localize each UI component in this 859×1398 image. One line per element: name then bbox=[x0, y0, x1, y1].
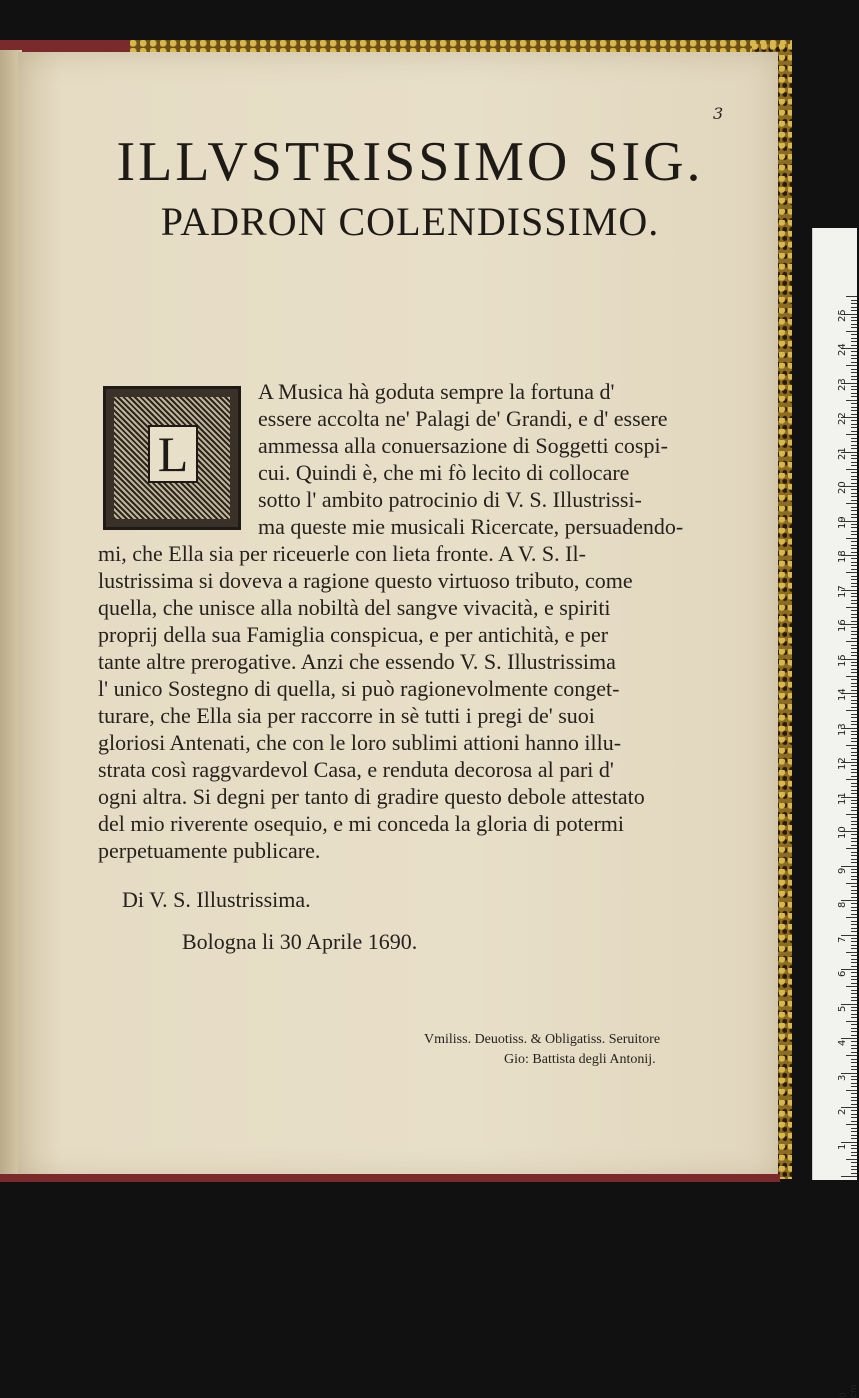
signature-line-1: Vmiliss. Deuotiss. & Obligatiss. Seruitore bbox=[424, 1032, 661, 1047]
ruler-tick bbox=[851, 514, 857, 515]
body-line: l' unico Sostegno di quella, si può ragionevolmente conget- bbox=[98, 676, 620, 701]
ruler-tick bbox=[851, 724, 857, 725]
ruler-tick bbox=[851, 828, 857, 829]
ruler-tick bbox=[851, 386, 857, 387]
ruler-number: 22 bbox=[837, 412, 848, 425]
ruler-tick bbox=[851, 962, 857, 963]
ruler-tick bbox=[851, 662, 857, 663]
ruler-tick bbox=[851, 1062, 857, 1063]
ruler-unit-label: 0 cm bbox=[839, 1384, 859, 1398]
ruler-number: 7 bbox=[837, 936, 848, 943]
ruler-tick bbox=[851, 786, 857, 787]
ruler-tick bbox=[851, 1007, 857, 1008]
ruler-tick bbox=[841, 866, 857, 867]
body-line: ammessa alla conuersazione di Soggetti cospi- bbox=[258, 433, 668, 458]
body-line: mi, che Ella sia per riceuerle con lieta fronte. A V. S. Il- bbox=[98, 541, 586, 566]
ruler-tick bbox=[851, 903, 857, 904]
ruler-tick bbox=[846, 986, 857, 987]
body-line: turare, che Ella sia per raccorre in sè tutti i pregi de' suoi bbox=[98, 703, 595, 728]
ruler-tick bbox=[851, 834, 857, 835]
ruler-number: 8 bbox=[837, 901, 848, 908]
ruler-tick bbox=[851, 1138, 857, 1139]
ruler-tick bbox=[851, 790, 857, 791]
ruler-tick bbox=[851, 579, 857, 580]
ruler-number: 3 bbox=[837, 1074, 848, 1081]
ruler-tick bbox=[851, 317, 857, 318]
ruler-tick bbox=[851, 396, 857, 397]
ruler-tick bbox=[851, 876, 857, 877]
ruler-tick bbox=[851, 990, 857, 991]
ruler-tick bbox=[851, 455, 857, 456]
ruler-tick bbox=[851, 507, 857, 508]
ruler-tick bbox=[851, 648, 857, 649]
ruler-tick bbox=[851, 558, 857, 559]
ruler-tick bbox=[851, 1128, 857, 1129]
ruler-tick bbox=[851, 1035, 857, 1036]
ruler-tick bbox=[851, 1052, 857, 1053]
ruler-tick bbox=[851, 1028, 857, 1029]
ruler-tick bbox=[851, 303, 857, 304]
ruler-tick bbox=[851, 824, 857, 825]
ruler-tick bbox=[846, 538, 857, 539]
ruler-tick bbox=[851, 614, 857, 615]
ruler-tick bbox=[846, 365, 857, 366]
ruler-tick bbox=[851, 862, 857, 863]
decorated-initial bbox=[103, 386, 241, 530]
ruler-tick bbox=[846, 1021, 857, 1022]
ruler-number: 17 bbox=[837, 584, 848, 598]
ruler-tick bbox=[851, 603, 857, 604]
ruler-tick bbox=[841, 1073, 857, 1074]
ruler-tick bbox=[851, 379, 857, 380]
cover-bottom-edge bbox=[0, 1174, 780, 1182]
ruler-tick bbox=[851, 341, 857, 342]
ruler-tick bbox=[851, 817, 857, 818]
body-line: perpetuamente publicare. bbox=[98, 838, 321, 863]
ruler-tick bbox=[851, 886, 857, 887]
ruler-tick bbox=[851, 583, 857, 584]
ruler-tick bbox=[846, 848, 857, 849]
ruler-tick bbox=[851, 327, 857, 328]
ruler-tick bbox=[851, 631, 857, 632]
ruler-tick bbox=[846, 952, 857, 953]
ruler-tick bbox=[851, 700, 857, 701]
ruler-tick bbox=[851, 855, 857, 856]
ruler-tick bbox=[846, 331, 857, 332]
ruler-tick bbox=[851, 1169, 857, 1170]
ruler-tick bbox=[851, 1131, 857, 1132]
page-number: 3 bbox=[713, 104, 724, 123]
heading-line-2: PADRON COLENDISSIMO. bbox=[160, 199, 660, 244]
ruler-tick bbox=[851, 627, 857, 628]
ruler-tick bbox=[851, 1083, 857, 1084]
ruler-tick bbox=[851, 1145, 857, 1146]
ruler-tick bbox=[851, 1148, 857, 1149]
ruler-tick bbox=[851, 690, 857, 691]
ruler-tick bbox=[851, 783, 857, 784]
ruler-tick bbox=[851, 1162, 857, 1163]
ruler-tick bbox=[841, 935, 857, 936]
ruler-tick bbox=[846, 710, 857, 711]
ruler-tick bbox=[851, 1059, 857, 1060]
ruler-tick bbox=[851, 924, 857, 925]
ruler-tick bbox=[851, 838, 857, 839]
ruler-tick bbox=[851, 407, 857, 408]
ruler-tick bbox=[851, 438, 857, 439]
ruler-tick bbox=[851, 355, 857, 356]
ruler-number: 16 bbox=[837, 619, 848, 632]
ruler-tick bbox=[851, 807, 857, 808]
ruler-tick bbox=[851, 1093, 857, 1094]
ruler-tick bbox=[851, 683, 857, 684]
ruler-tick bbox=[851, 531, 857, 532]
ruler-tick bbox=[851, 845, 857, 846]
ruler-tick bbox=[851, 1048, 857, 1049]
ruler-tick bbox=[851, 997, 857, 998]
body-line: ogni altra. Si degni per tanto di gradire questo debole attestato bbox=[98, 784, 645, 809]
heading-line-1: ILLVSTRISSIMO SIG. bbox=[116, 131, 704, 193]
ruler-tick bbox=[846, 745, 857, 746]
ruler-number: 21 bbox=[837, 446, 848, 460]
ruler-tick bbox=[851, 769, 857, 770]
ruler-tick bbox=[851, 1117, 857, 1118]
ruler-tick bbox=[851, 972, 857, 973]
ruler-number: 12 bbox=[837, 757, 848, 770]
body-line: sotto l' ambito patrocinio di V. S. Illustrissi- bbox=[258, 487, 642, 512]
ruler-tick bbox=[851, 879, 857, 880]
ruler-tick bbox=[851, 476, 857, 477]
body-line: del mio riverente osequio, e mi conceda la gloria di potermi bbox=[98, 811, 624, 836]
ruler-tick bbox=[851, 1152, 857, 1153]
ruler-tick bbox=[851, 489, 857, 490]
ruler-tick bbox=[851, 928, 857, 929]
ruler-tick bbox=[851, 586, 857, 587]
ruler-tick bbox=[851, 431, 857, 432]
ruler-number: 18 bbox=[837, 550, 848, 563]
ruler-tick bbox=[851, 897, 857, 898]
ruler-tick bbox=[851, 696, 857, 697]
ruler-tick bbox=[851, 672, 857, 673]
ruler-tick bbox=[851, 338, 857, 339]
ruler-number: 2 bbox=[837, 1108, 848, 1115]
place-date: Bologna li 30 Aprile 1690. bbox=[182, 929, 418, 954]
ruler-tick bbox=[851, 914, 857, 915]
ruler-tick bbox=[851, 1114, 857, 1115]
ruler-tick bbox=[851, 983, 857, 984]
ruler-tick bbox=[851, 734, 857, 735]
ruler-number: 5 bbox=[837, 1005, 848, 1012]
ruler-number: 11 bbox=[837, 791, 848, 805]
ruler-tick bbox=[851, 1166, 857, 1167]
ruler-tick bbox=[851, 810, 857, 811]
ruler-tick bbox=[851, 717, 857, 718]
ruler-tick bbox=[846, 434, 857, 435]
ruler-tick bbox=[851, 1135, 857, 1136]
ruler-tick bbox=[851, 976, 857, 977]
ruler-tick bbox=[851, 1069, 857, 1070]
ruler-tick bbox=[851, 776, 857, 777]
ruler-tick bbox=[851, 483, 857, 484]
ruler-tick bbox=[851, 1079, 857, 1080]
ruler-tick bbox=[851, 765, 857, 766]
ruler-tick bbox=[851, 465, 857, 466]
ruler-number: 25 bbox=[837, 308, 848, 322]
ruler-number: 10 bbox=[837, 826, 848, 839]
ruler-tick bbox=[851, 1110, 857, 1111]
ruler-tick bbox=[851, 993, 857, 994]
ruler-tick bbox=[851, 1155, 857, 1156]
ruler-tick bbox=[851, 372, 857, 373]
ruler-number: 9 bbox=[837, 867, 848, 874]
ruler-tick bbox=[851, 493, 857, 494]
ruler-tick bbox=[851, 752, 857, 753]
ruler-tick bbox=[846, 676, 857, 677]
ruler-tick bbox=[851, 1097, 857, 1098]
ruler-tick bbox=[851, 890, 857, 891]
ruler-tick bbox=[851, 1173, 857, 1174]
ruler-tick bbox=[851, 821, 857, 822]
ruler-tick bbox=[851, 562, 857, 563]
ruler-tick bbox=[851, 1017, 857, 1018]
ruler-tick bbox=[851, 565, 857, 566]
ruler-tick bbox=[851, 955, 857, 956]
ruler-tick bbox=[851, 793, 857, 794]
ruler-tick bbox=[851, 910, 857, 911]
ruler-tick bbox=[851, 310, 857, 311]
ruler-number: 19 bbox=[837, 515, 848, 529]
ruler-tick bbox=[851, 948, 857, 949]
ruler-number: 1 bbox=[837, 1143, 848, 1150]
ruler-tick bbox=[851, 617, 857, 618]
ruler-tick bbox=[851, 472, 857, 473]
ruler-tick bbox=[851, 593, 857, 594]
salutation: Di V. S. Illustrissima. bbox=[122, 887, 311, 912]
ruler-tick bbox=[851, 1066, 857, 1067]
initial-letter: L bbox=[148, 425, 198, 483]
ruler-tick bbox=[846, 1159, 857, 1160]
ruler-tick bbox=[846, 503, 857, 504]
ruler-number: 4 bbox=[837, 1039, 848, 1046]
ruler-tick bbox=[851, 1086, 857, 1087]
ruler-tick bbox=[841, 1004, 857, 1005]
ruler-tick bbox=[851, 358, 857, 359]
ruler-number: 15 bbox=[837, 653, 848, 667]
ruler-tick bbox=[841, 1176, 857, 1177]
ruler-tick bbox=[851, 414, 857, 415]
ruler-tick bbox=[846, 779, 857, 780]
ruler-tick bbox=[846, 607, 857, 608]
ruler-tick bbox=[851, 527, 857, 528]
body-line: tante altre prerogative. Anzi che essendo V. S. Illustrissima bbox=[98, 649, 616, 674]
ruler-tick bbox=[851, 307, 857, 308]
ruler-tick bbox=[851, 938, 857, 939]
ruler-tick bbox=[851, 369, 857, 370]
ruler-tick bbox=[851, 420, 857, 421]
body-line: quella, che unisce alla nobiltà del sangve vivacità, e spiriti bbox=[98, 595, 611, 620]
ruler-number: 14 bbox=[837, 688, 848, 701]
ruler-tick bbox=[851, 714, 857, 715]
ruler-tick bbox=[851, 448, 857, 449]
ruler-tick bbox=[846, 883, 857, 884]
body-line: proprij della sua Famiglia conspicua, e per antichità, e per bbox=[98, 622, 609, 647]
ruler-tick bbox=[851, 548, 857, 549]
ruler-tick bbox=[851, 576, 857, 577]
ruler-tick bbox=[851, 517, 857, 518]
ruler-tick bbox=[851, 966, 857, 967]
ruler-tick bbox=[851, 634, 857, 635]
ruler-number: 6 bbox=[837, 970, 848, 977]
ruler-tick bbox=[846, 400, 857, 401]
ruler-tick bbox=[851, 320, 857, 321]
body-line: A Musica hà goduta sempre la fortuna d' bbox=[258, 379, 615, 404]
ruler-tick bbox=[851, 1041, 857, 1042]
signature-line-2: Gio: Battista degli Antonij. bbox=[504, 1052, 656, 1067]
ruler-tick bbox=[851, 427, 857, 428]
ruler-tick bbox=[851, 669, 857, 670]
body-line: cui. Quindi è, che mi fò lecito di collocare bbox=[258, 460, 630, 485]
ruler-tick bbox=[851, 645, 857, 646]
ruler-tick bbox=[851, 1076, 857, 1077]
ruler-tick bbox=[851, 1100, 857, 1101]
ruler-tick bbox=[846, 917, 857, 918]
ruler-tick bbox=[851, 1045, 857, 1046]
ruler-number: 23 bbox=[837, 377, 848, 391]
ruler-tick bbox=[846, 641, 857, 642]
ruler-tick bbox=[851, 410, 857, 411]
ruler-tick bbox=[851, 731, 857, 732]
measurement-ruler bbox=[812, 228, 859, 1398]
ruler-tick bbox=[851, 655, 857, 656]
ruler-tick bbox=[851, 679, 857, 680]
ruler-tick bbox=[851, 351, 857, 352]
ruler-tick bbox=[851, 545, 857, 546]
ruler-tick bbox=[851, 638, 857, 639]
ruler-tick bbox=[851, 665, 857, 666]
body-line: gloriosi Antenati, che con le loro sublimi attioni hanno illu- bbox=[98, 730, 622, 755]
body-line: lustrissima si doveva a ragione questo virtuoso tributo, come bbox=[98, 568, 633, 593]
ruler-tick bbox=[851, 569, 857, 570]
ruler-tick bbox=[851, 441, 857, 442]
ruler-tick bbox=[851, 872, 857, 873]
ruler-tick bbox=[851, 921, 857, 922]
ruler-tick bbox=[851, 652, 857, 653]
ruler-tick bbox=[851, 959, 857, 960]
ruler-tick bbox=[851, 479, 857, 480]
ruler-tick bbox=[851, 362, 857, 363]
ruler-tick bbox=[851, 1000, 857, 1001]
ruler-tick bbox=[846, 469, 857, 470]
ruler-tick bbox=[851, 907, 857, 908]
ruler-tick bbox=[851, 979, 857, 980]
ruler-tick bbox=[851, 324, 857, 325]
ruler-tick bbox=[851, 462, 857, 463]
ruler-tick bbox=[851, 803, 857, 804]
ruler-tick bbox=[846, 1090, 857, 1091]
body-line: strata così raggvardevol Casa, e renduta decorosa al pari d' bbox=[98, 757, 614, 782]
ruler-tick bbox=[851, 1031, 857, 1032]
ruler-tick bbox=[851, 1104, 857, 1105]
ruler-tick bbox=[851, 755, 857, 756]
ruler-tick bbox=[851, 703, 857, 704]
ruler-tick bbox=[851, 941, 857, 942]
ruler-tick bbox=[851, 686, 857, 687]
ruler-tick bbox=[851, 721, 857, 722]
ruler-tick bbox=[851, 393, 857, 394]
ruler-tick bbox=[851, 1010, 857, 1011]
ruler-tick bbox=[851, 772, 857, 773]
ruler-tick bbox=[851, 945, 857, 946]
ruler-tick bbox=[851, 1121, 857, 1122]
ruler-tick bbox=[851, 738, 857, 739]
ruler-tick bbox=[846, 814, 857, 815]
ruler-tick bbox=[851, 534, 857, 535]
ruler-number: 13 bbox=[837, 722, 848, 736]
ruler-tick bbox=[851, 859, 857, 860]
ruler-tick bbox=[851, 893, 857, 894]
ruler-tick bbox=[846, 1124, 857, 1125]
ruler-tick bbox=[851, 458, 857, 459]
ruler-tick bbox=[851, 759, 857, 760]
ruler-tick bbox=[851, 541, 857, 542]
ruler-tick bbox=[851, 389, 857, 390]
ruler-tick bbox=[851, 707, 857, 708]
ruler-number: 20 bbox=[837, 481, 848, 494]
body-line: ma queste mie musicali Ricercate, persuadendo- bbox=[258, 514, 684, 539]
ruler-tick bbox=[851, 300, 857, 301]
ruler-tick bbox=[851, 376, 857, 377]
ruler-tick bbox=[851, 334, 857, 335]
ruler-tick bbox=[851, 1014, 857, 1015]
ruler-tick bbox=[851, 610, 857, 611]
ruler-tick bbox=[851, 800, 857, 801]
ruler-tick bbox=[851, 741, 857, 742]
ruler-tick bbox=[851, 931, 857, 932]
ruler-tick bbox=[851, 500, 857, 501]
ruler-tick bbox=[846, 1055, 857, 1056]
ruler-tick bbox=[851, 600, 857, 601]
ruler-tick bbox=[851, 445, 857, 446]
ruler-tick bbox=[846, 572, 857, 573]
ruler-tick bbox=[846, 296, 857, 297]
ruler-tick bbox=[851, 424, 857, 425]
ruler-tick bbox=[851, 596, 857, 597]
ruler-tick bbox=[851, 403, 857, 404]
ruler-tick bbox=[851, 852, 857, 853]
ruler-tick bbox=[851, 748, 857, 749]
ruler-tick bbox=[851, 869, 857, 870]
ruler-tick bbox=[851, 552, 857, 553]
ruler-tick bbox=[851, 345, 857, 346]
ruler-number: 24 bbox=[837, 343, 848, 356]
ruler-tick bbox=[851, 510, 857, 511]
ruler-tick bbox=[851, 621, 857, 622]
ruler-tick bbox=[851, 524, 857, 525]
ruler-tick bbox=[851, 1024, 857, 1025]
ruler-tick bbox=[851, 841, 857, 842]
ruler-tick bbox=[841, 1142, 857, 1143]
body-line: essere accolta ne' Palagi de' Grandi, e d' essere bbox=[258, 406, 668, 431]
ruler-tick bbox=[851, 496, 857, 497]
